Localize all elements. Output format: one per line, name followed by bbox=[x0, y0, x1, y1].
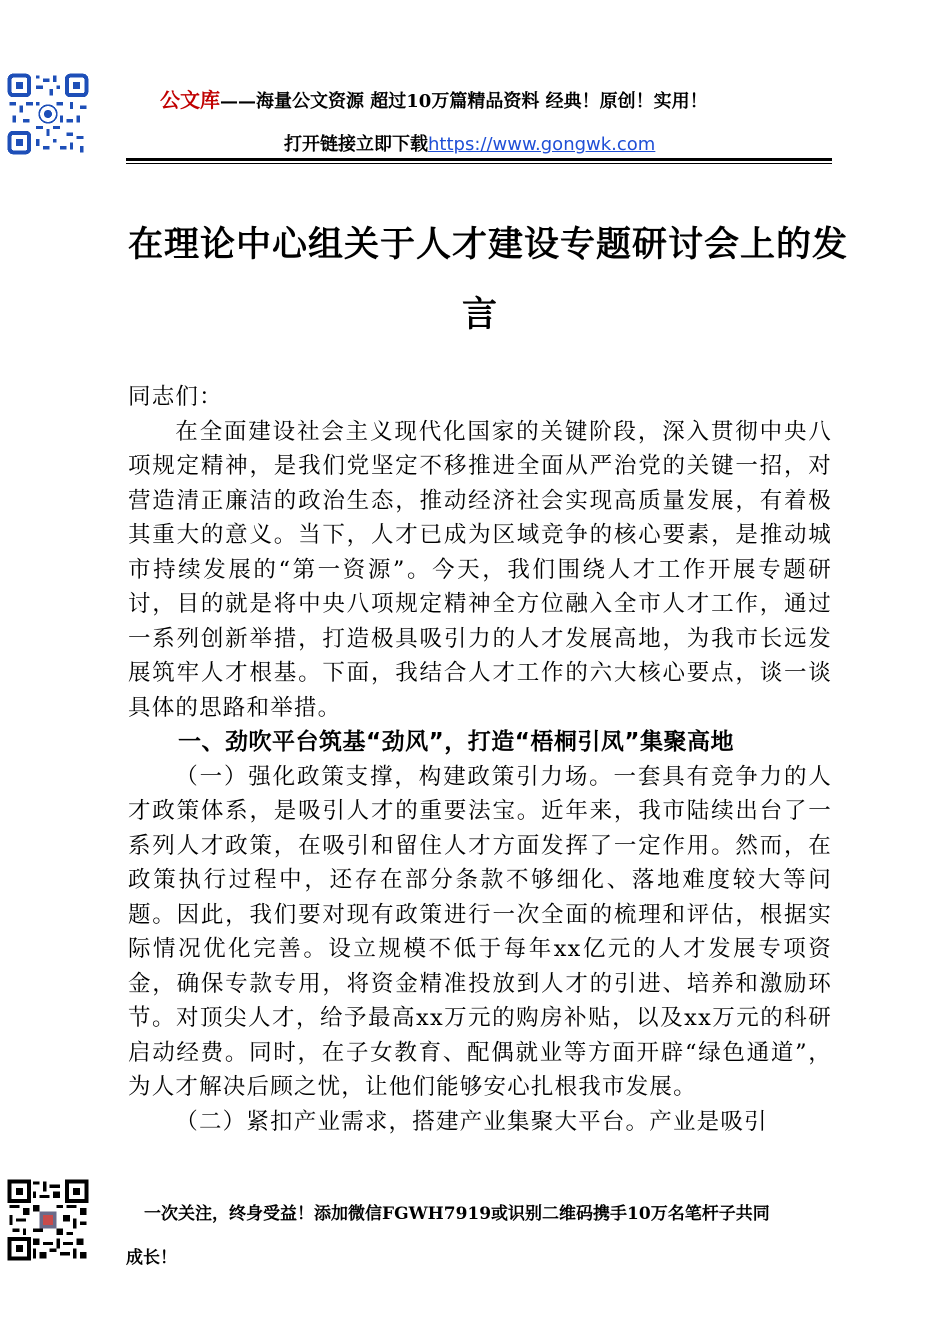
paragraph-intro: 在全面建设社会主义现代化国家的关键阶段，深入贯彻中央八项规定精神，是我们党坚定不移推进全面从严治党的关键一招，对营造清正廉洁的政治生态，推动经济社会实现高质量发展，有着极其重大的意义。当下，人才已成为区域竞争的核心要素，是推动城市持续发展的“第一资源”。今天，我们围绕人才工作开展专题研讨，目的就是将中央八项规定精神全方位融入全市人才工作，通过一系列创新举措，打造极具吸引力的人才发展高地，为我市长远发展筑牢人才根基。下面，我结合人才工作的六大核心要点，谈一谈具体的思路和举措。 bbox=[128, 418, 832, 721]
paragraph-industry: （二）紧扣产业需求，搭建产业集聚大平台。产业是吸引 bbox=[175, 1108, 768, 1135]
qr-code-icon[interactable] bbox=[6, 72, 90, 156]
download-link[interactable]: https://www.gongwk.com bbox=[428, 134, 656, 155]
qr-code-top-graphic bbox=[6, 72, 90, 156]
header-banner bbox=[160, 84, 860, 113]
header-rule-thin bbox=[126, 163, 832, 164]
footer-promo bbox=[126, 1192, 836, 1280]
title-line-1: 在理论中心组关于人才建设专题研讨会上的发 bbox=[128, 224, 849, 265]
header-tagline: ——海量公文资源 超过10万篇精品资料 经典！原创！实用！ bbox=[220, 91, 708, 112]
paragraph-policy: （一）强化政策支撑，构建政策引力场。一套具有竞争力的人才政策体系，是吸引人才的重要法宝。近年来，我市陆续出台了一系列人才政策，在吸引和留住人才方面发挥了一定作用。然而，在政策执行过程中，还存在部分条款不够细化、落地难度较大等问题。因此，我们要对现有政策进行一次全面的梳理和评估，根据实际情况优化完善。设立规模不低于每年xx亿元的人才发展专项资金，确保专款专用，将资金精准投放到人才的引进、培养和激励环节。对顶尖人才，给予最高xx万元的购房补贴，以及xx万元的科研启动经费。同时，在子女教育、配偶就业等方面开辟“绿色通道”，为人才解决后顾之忧，让他们能够安心扎根我市发展。 bbox=[128, 763, 832, 1100]
salutation: 同志们： bbox=[128, 384, 223, 410]
document-body bbox=[128, 380, 832, 1139]
header-download bbox=[284, 130, 655, 156]
footer-line-2: 成长！ bbox=[126, 1248, 177, 1268]
qr-code-icon[interactable] bbox=[6, 1178, 90, 1262]
download-label: 打开链接立即下载 bbox=[284, 134, 428, 155]
section-heading-1: 一、劲吹平台筑基“劲风”，打造“梧桐引凤”集聚高地 bbox=[178, 729, 734, 755]
brand-name: 公文库 bbox=[160, 88, 220, 112]
title-line-2: 言 bbox=[461, 294, 498, 335]
footer-line-1: 一次关注，终身受益！添加微信FGWH7919或识别二维码携手10万名笔杆子共同 bbox=[144, 1204, 770, 1224]
header-rule-thick bbox=[126, 158, 832, 161]
qr-code-bottom-graphic bbox=[6, 1178, 90, 1262]
document-title bbox=[128, 210, 849, 350]
